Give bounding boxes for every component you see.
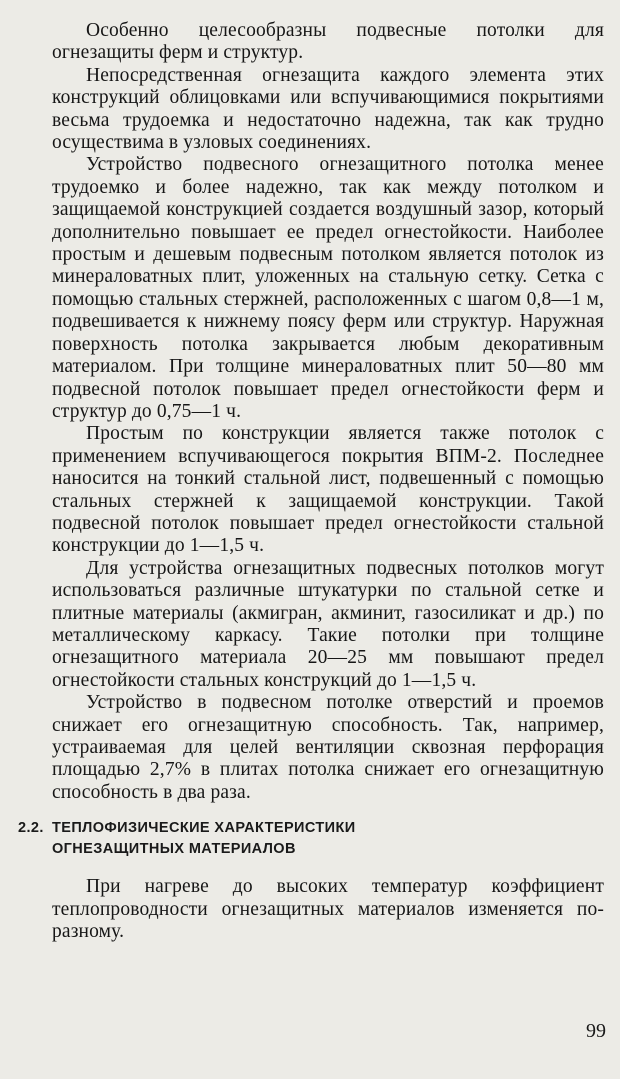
- section-number: 2.2.: [18, 820, 44, 837]
- page-number: 99: [586, 1020, 606, 1042]
- paragraph-3: Устройство подвесного огнезащитного потолка менее трудоемко и более надежно, так как между потолком и защищаемой конструкцией создается воздушный зазор, который дополнительно повышает ее предел огнестойкости. Наиболее простым и дешевым подвесным потолком является потолок из минераловатных плит, уложенных на стальную сетку. Сетка с помощью стальных стержней, расположенных с шагом 0,8—1 м, подвешивается к нижнему поясу ферм или структур. Наружная поверхность потолка закрывается любым декоративным материалом. При толщине минераловатных плит 50—80 мм подвесной потолок повышает предел огнестойкости ферм и структур до 0,75—1 ч.: [52, 154, 604, 422]
- page-text: [18, 20, 604, 943]
- paragraph-4: Простым по конструкции является также потолок с применением вспучивающегося покрытия ВПМ-2. Последнее наносится на тонкий стальной лист, подвешенный с помощью стальных стержней к защищаемой конструкции. Такой подвесной потолок повышает предел огнестойкости стальной конструкции до 1—1,5 ч.: [52, 423, 604, 557]
- section-title-line-2: ОГНЕЗАЩИТНЫХ МАТЕРИАЛОВ: [52, 841, 296, 858]
- paragraph-6: Устройство в подвесном потолке отверстий и проемов снижает его огнезащитную способность. Так, например, устраиваемая для целей вентиляции сквозная перфорация площадью 2,7% в плитах потолка снижает его огнезащитную способность в два раза.: [52, 692, 604, 803]
- paragraph-5: Для устройства огнезащитных подвесных потолков могут использоваться различные штукатурки по стальной сетке и плитные материалы (акмигран, акминит, газосиликат и др.) по металлическому каркасу. Такие потолки при толщине огнезащитного материала 20—25 мм повышают предел огнестойкости стальных конструкций до 1—1,5 ч.: [52, 557, 604, 691]
- section-heading: [18, 818, 604, 860]
- paragraph-closing: При нагреве до высоких температур коэффициент теплопроводности огнезащитных материалов изменяется по-разному.: [52, 876, 604, 943]
- paragraph-1: Особенно целесообразны подвесные потолки для огнезащиты ферм и структур.: [52, 20, 604, 64]
- paragraph-2: Непосредственная огнезащита каждого элемента этих конструкций облицовками или вспучивающимися покрытиями весьма трудоемка и недостаточно надежна, так как трудно осуществима в узловых соединениях.: [52, 64, 604, 154]
- section-title-line-1: ТЕПЛОФИЗИЧЕСКИЕ ХАРАКТЕРИСТИКИ: [52, 820, 356, 837]
